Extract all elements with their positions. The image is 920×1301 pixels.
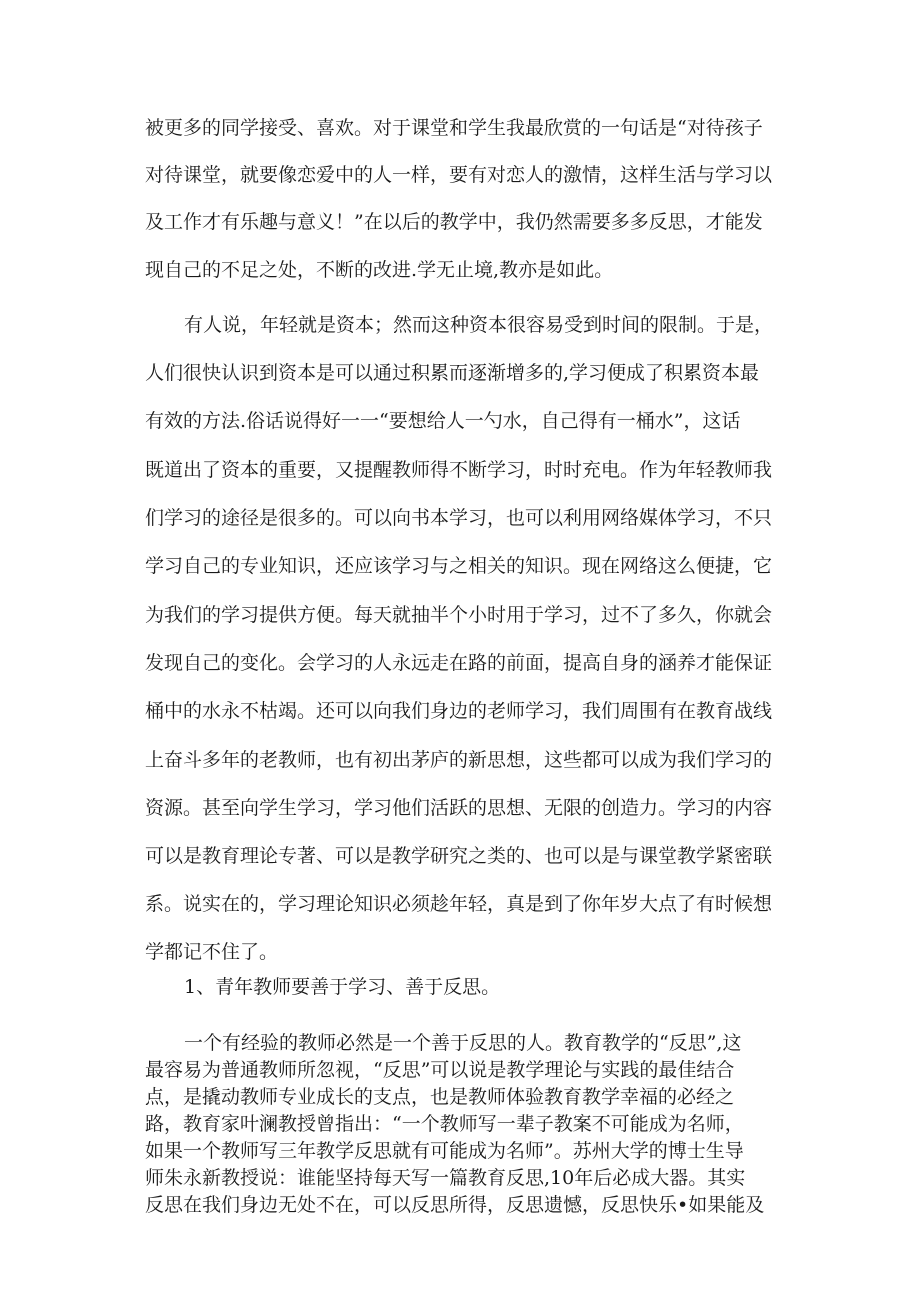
text-line: 资源。甚至向学生学习，学习他们活跃的思想、无限的创造力。学习的内容	[145, 797, 773, 819]
text-line: 上奋斗多年的老教师，也有初出茅庐的新思想，这些都可以成为我们学习的	[145, 749, 773, 771]
text-line: 被更多的同学接受、喜欢。对于课堂和学生我最欣赏的一句话是“对待孩子	[145, 117, 763, 139]
text-line: 可以是教育理论专著、可以是教学研究之类的、也可以是与课堂教学紧密联	[145, 845, 773, 867]
section-heading: 1、青年教师要善于学习、善于反思。	[184, 976, 501, 998]
text-line: 为我们的学习提供方便。每天就抽半个小时用于学习，过不了多久，你就会	[145, 604, 773, 626]
text-line: 桶中的水永不枯竭。还可以向我们身边的老师学习，我们周围有在教育战线	[145, 700, 773, 722]
text-line: 们学习的途径是很多的。可以向书本学习，也可以利用网络媒体学习，不只	[145, 507, 773, 529]
text-line: 现自己的不足之处，不断的改进.学无止境,教亦是如此。	[145, 259, 614, 281]
text-line: 及工作才有乐趣与意义！”在以后的教学中，我仍然需要多多反思，才能发	[145, 211, 763, 233]
text-line: 系。说实在的，学习理论知识必须趁年轻，真是到了你年岁大点了有时候想	[145, 893, 773, 915]
text-line: 反思在我们身边无处不在，可以反思所得，反思遗憾，反思快乐•如果能及	[145, 1194, 765, 1216]
text-line: 最容易为普通教师所忽视，“反思”可以说是教学理论与实践的最佳结合	[145, 1059, 735, 1081]
text-line: 学习自己的专业知识，还应该学习与之相关的知识。现在网络这么便捷，它	[145, 555, 773, 577]
text-line: 对待课堂，就要像恋爱中的人一样，要有对恋人的激情，这样生活与学习以	[145, 164, 773, 186]
text-line: 有人说，年轻就是资本；然而这种资本很容易受到时间的限制。于是，	[184, 314, 774, 336]
text-line: 一个有经验的教师必然是一个善于反思的人。教育教学的“反思”,这	[184, 1032, 742, 1054]
text-line: 师朱永新教授说：谁能坚持每天写一篇教育反思,10年后必成大器。其实	[145, 1167, 746, 1189]
text-line: 学都记不住了。	[145, 941, 279, 963]
text-line: 点，是撬动教师专业成长的支点，也是教师体验教育教学幸福的必经之	[145, 1086, 735, 1108]
text-line: 如果一个教师写三年教学反思就有可能成为名师”。苏州大学的博士生导	[145, 1140, 744, 1162]
text-line: 路，教育家叶澜教授曾指出：“一个教师写一辈子教案不可能成为名师，	[145, 1113, 744, 1135]
text-line: 有效的方法.俗话说得好一一“要想给人一勺水，自己得有一桶水”，这话	[145, 410, 741, 432]
text-line: 人们很快认识到资本是可以通过积累而逐渐增多的,学习便成了积累资本最	[145, 362, 760, 384]
text-line: 既道出了资本的重要，又提醒教师得不断学习，时时充电。作为年轻教师我	[145, 459, 773, 481]
text-line: 发现自己的变化。会学习的人永远走在路的前面，提高自身的涵养才能保证	[145, 652, 773, 674]
